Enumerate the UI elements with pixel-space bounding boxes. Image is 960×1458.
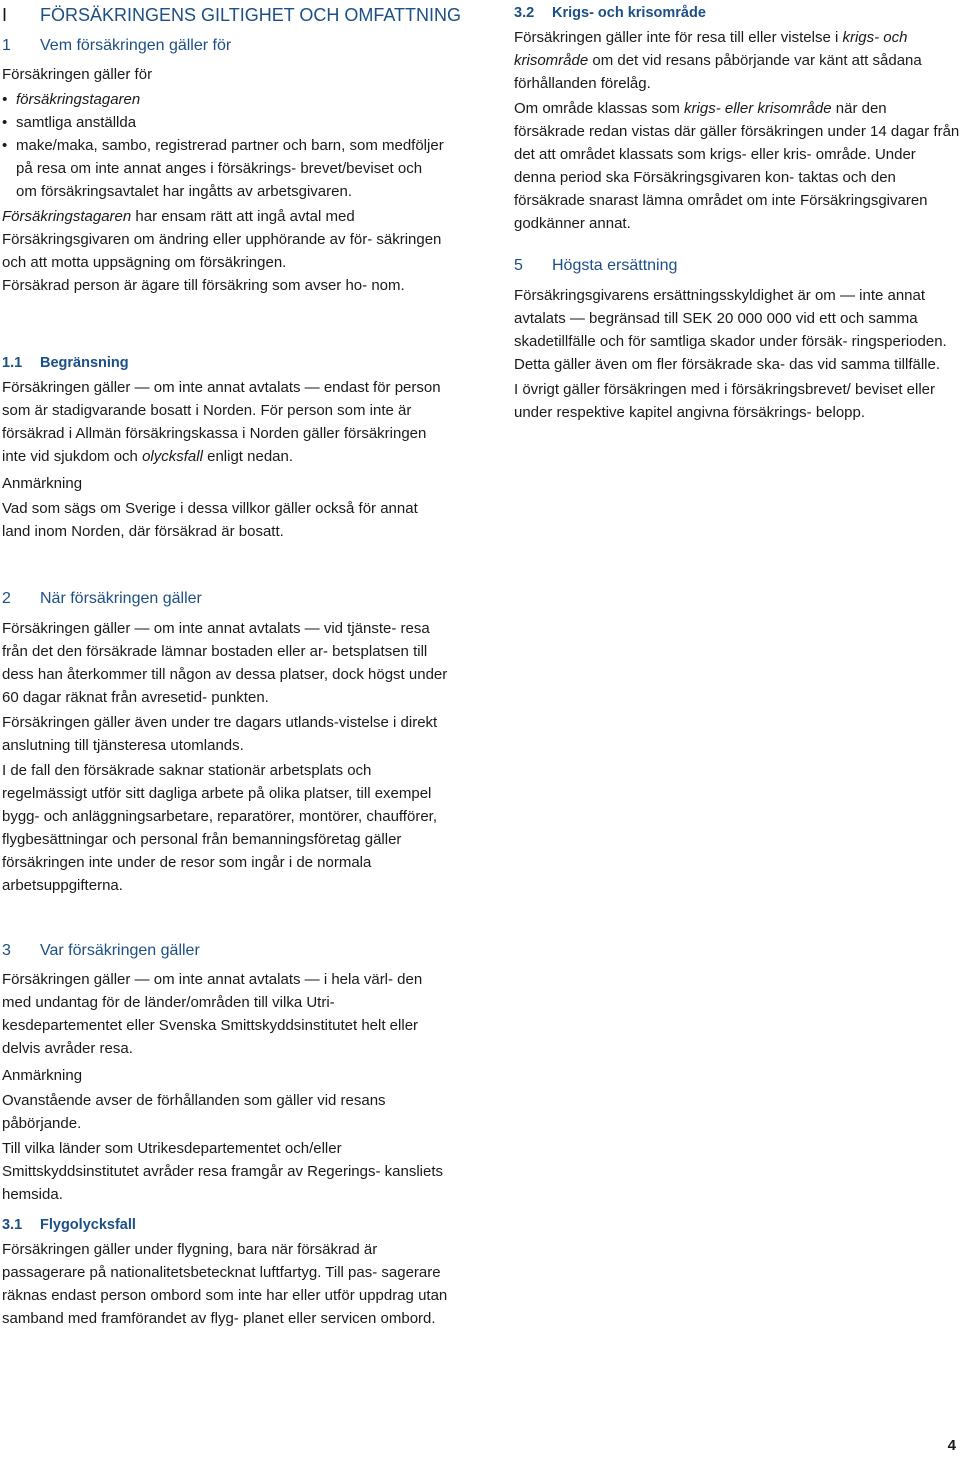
section-3-note-2: Till vilka länder som Utrikesdepartementet och/eller Smittskyddsinstitutet avråder resa framgår av Regerings- kansliets hemsida.: [2, 1140, 444, 1203]
section-1-1-paragraph: Försäkringen gäller — om inte annat avtalats — endast för person som är stadigvarande bosatt i Norden. För person som inte är försäkrad i Allmän försäkringskassa i Norden gäller försäkringen inte vid sjukdom och olycksfall enligt nedan.: [2, 379, 441, 465]
section-2-paragraph-1: Försäkringen gäller — om inte annat avtalats — vid tjänste- resa från det den försäkrade lämnar bostaden eller ar- betsplatsen till dess han återkommer till någon av dessa platser, dock högst under 60 dagar räknat från avresetid- punkten.: [2, 620, 448, 706]
page-number: 4: [947, 1437, 956, 1454]
bullet-item: • samtliga anställda: [2, 111, 450, 134]
section-5-paragraph-1: Försäkringsgivarens ersättningsskyldighet är om — inte annat avtalats — begränsad till SEK 20 000 000 vid ett och samma skadetillfälle och för samtliga skador under försäk- ringsperioden. Detta gäller även om fler försäkrade ska- das vid samma tillfälle.: [514, 287, 947, 373]
section-3-note-label: Anmärkning: [2, 1067, 83, 1084]
section-3-note-1: Ovanstående avser de förhållanden som gäller vid resans påbörjande.: [2, 1092, 386, 1132]
section-1-1-body: [2, 376, 450, 543]
bullet-item: • make/maka, sambo, registrerad partner och barn, som medföljer på resa om inte annat anges i försäkrings- brevet/beviset och om försäkringsavtalet har ingåtts av arbetsgivaren.: [2, 134, 450, 203]
section-1-intro: Försäkringen gäller för: [2, 66, 153, 83]
chapter-number: I: [2, 5, 8, 25]
section-1-1-note-label: Anmärkning: [2, 475, 83, 492]
section-2-body: [2, 617, 450, 897]
section-3-1-body: [2, 1238, 450, 1330]
section-5-body: [514, 284, 960, 424]
chapter-title: [2, 2, 461, 28]
section-1-1-note: Vad som sägs om Sverige i dessa villkor gäller också för annat land inom Norden, där försäkrad är bosatt.: [2, 500, 418, 540]
section-1-paragraph-3: Försäkrad person är ägare till försäkring som avser ho- nom.: [2, 277, 405, 294]
section-3-body: [2, 968, 450, 1206]
bullet-item: • försäkringstagaren: [2, 88, 450, 111]
section-1-paragraph-2: Försäkringstagaren har ensam rätt att ingå avtal med Försäkringsgivaren om ändring eller upphörande av för- säkringen och att motta uppsägning om försäkringen.: [2, 208, 442, 271]
section-3-2-body: [514, 26, 960, 235]
chapter-title-text: FÖRSÄKRINGENS GILTIGHET OCH OMFATTNING: [40, 5, 462, 25]
section-1-bullets: [2, 88, 450, 203]
section-3-1-heading: 3.1 Flygolycksfall: [2, 1217, 136, 1233]
section-5-heading: 5 Högsta ersättning: [514, 257, 678, 274]
section-3-2-heading: 3.2 Krigs- och krisområde: [514, 5, 706, 21]
section-2-heading: 2 När försäkringen gäller: [2, 590, 202, 607]
section-1-1-heading: 1.1 Begränsning: [2, 355, 129, 371]
section-3-2-paragraph-1: Försäkringen gäller inte för resa till eller vistelse i krigs- och krisområde om det vid resans påbörjande var känt att sådana förhållanden förelåg.: [514, 29, 922, 92]
section-3-heading: 3 Var försäkringen gäller: [2, 942, 200, 959]
section-2-paragraph-2: Försäkringen gäller även under tre dagars utlands-vistelse i direkt anslutning till tjänsteresa utomlands.: [2, 714, 438, 754]
section-5-paragraph-2: I övrigt gäller försäkringen med i försäkringsbrevet/ beviset eller under respektive kapitel angivna försäkrings- belopp.: [514, 381, 936, 421]
section-3-2-paragraph-2: Om område klassas som krigs- eller krisområde när den försäkrade redan vistas där gäller försäkringen under 14 dagar från det att området klassats som krigs- eller kris- område. Under denna period ska Försäkringsgivaren kon- taktas och den försäkrade snarast lämna området om inte Försäkringsgivaren godkänner annat.: [514, 100, 960, 232]
section-2-paragraph-3: I de fall den försäkrade saknar stationär arbetsplats och regelmässigt utför sitt dagliga arbete på olika platser, till exempel bygg- och anläggningsarbetare, reparatörer, montörer, chaufförer, flygbesättningar och personal från bemanningsföretag gäller försäkringen inte under de resor som ingår i de normala arbetsuppgifterna.: [2, 762, 437, 894]
section-3-1-paragraph: Försäkringen gäller under flygning, bara när försäkrad är passagerare på nationalitetsbetecknat luftfartyg. Till pas- sagerare räknas endast person ombord som inte har eller utför uppdrag utan samband med framförandet av flyg- planet eller servicen ombord.: [2, 1241, 448, 1327]
section-1-heading: 1 Vem försäkringen gäller för: [2, 37, 232, 54]
section-1-body: [2, 63, 450, 297]
section-3-paragraph: Försäkringen gäller — om inte annat avtalats — i hela värl- den med undantag för de länder/områden till vilka Utri- kesdepartementet eller Svenska Smittskyddsinstitutet helt eller delvis avråder resa.: [2, 971, 423, 1057]
